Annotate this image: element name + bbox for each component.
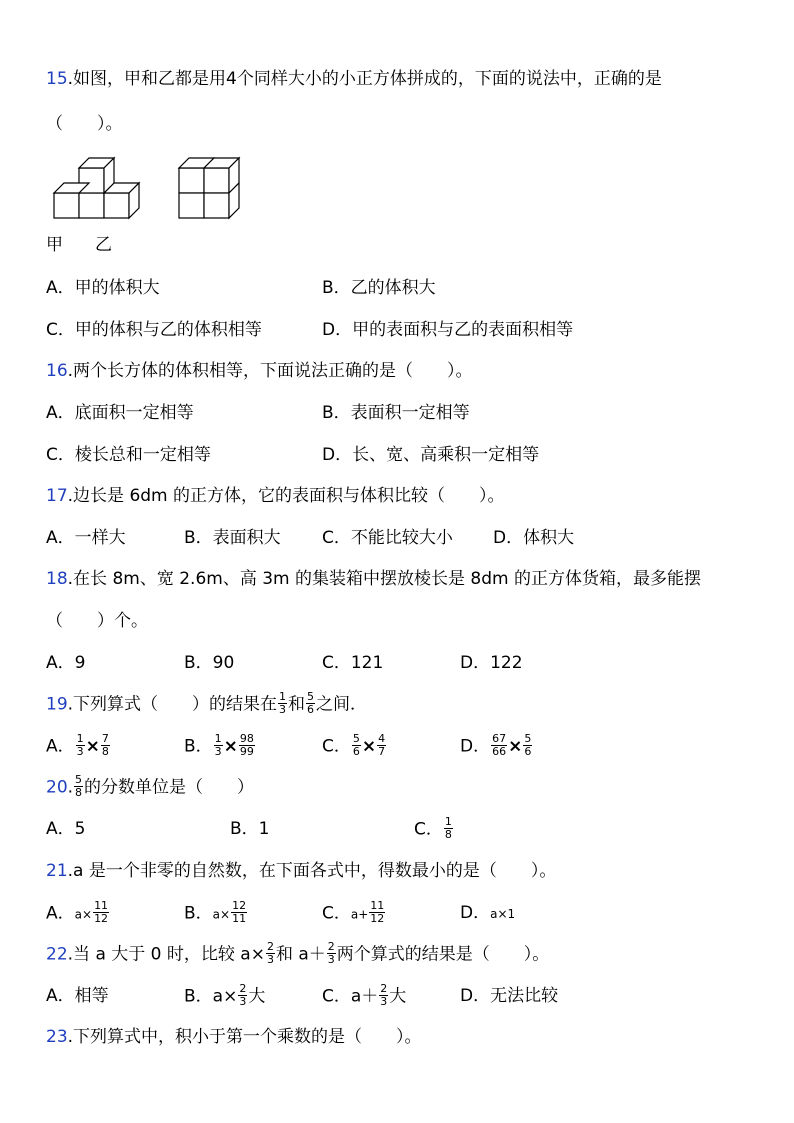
separator: . <box>67 777 74 798</box>
option-a[interactable]: A．底面积一定相等 <box>46 403 194 423</box>
option-a[interactable]: A．9 <box>46 653 86 673</box>
numerator: 2 <box>266 940 274 953</box>
numerator: 5 <box>75 773 83 786</box>
question-text: .下列算式中，积小于第一个乘数的是（ ）。 <box>67 1027 422 1047</box>
fraction <box>266 941 275 966</box>
numerator: 11 <box>370 899 385 912</box>
question-number: 22 <box>46 944 68 965</box>
option-b[interactable]: B．1 <box>230 819 270 839</box>
option-a[interactable]: A．一样大 <box>46 528 126 548</box>
question-number: 18 <box>46 569 68 589</box>
figure-label-jia: 甲 <box>46 235 63 255</box>
option-a[interactable] <box>46 901 110 927</box>
option-a[interactable] <box>46 734 111 759</box>
option-a[interactable]: A．甲的体积大 <box>46 278 160 298</box>
option-b[interactable]: B．表面积大 <box>184 528 281 548</box>
question-text-pre: .下列算式（ ）的结果在 <box>67 694 278 715</box>
question-19 <box>46 692 367 717</box>
fraction <box>101 733 110 758</box>
numerator: 1 <box>279 690 287 703</box>
question-number: 23 <box>46 1027 68 1047</box>
option-label: B． <box>184 903 213 924</box>
option-label: C．a＋ <box>322 986 379 1007</box>
fraction <box>327 941 336 966</box>
option-c[interactable] <box>322 734 387 759</box>
fraction <box>238 983 247 1008</box>
denominator: 12 <box>94 912 109 925</box>
question-text-pre: .当 a 大于 0 时，比较 a× <box>67 944 265 965</box>
question-16 <box>46 359 473 383</box>
times-sign: × <box>361 736 377 757</box>
denominator: 6 <box>352 745 360 758</box>
numerator: 5 <box>352 732 360 745</box>
option-d[interactable]: D．122 <box>460 653 523 673</box>
denominator: 11 <box>232 912 247 925</box>
fraction <box>491 733 507 758</box>
numerator: 2 <box>239 982 247 995</box>
option-label: B．a× <box>184 986 238 1007</box>
option-tail: 大 <box>389 986 407 1007</box>
fraction <box>76 733 85 758</box>
denominator: 8 <box>101 745 109 758</box>
fraction <box>379 983 388 1008</box>
fraction <box>352 733 361 758</box>
option-tail: 大 <box>248 986 266 1007</box>
denominator: 3 <box>266 953 274 966</box>
option-c[interactable] <box>322 901 386 927</box>
option-a[interactable]: A．5 <box>46 819 86 839</box>
times-sign: × <box>85 736 100 757</box>
fraction <box>278 691 287 716</box>
denominator: 12 <box>370 912 385 925</box>
question-21 <box>46 859 556 883</box>
numerator: 2 <box>380 982 388 995</box>
option-c[interactable] <box>322 984 406 1009</box>
denominator: 3 <box>279 703 287 716</box>
question-text-post: 之间． <box>316 694 368 715</box>
option-label: A． <box>46 903 75 924</box>
option-b[interactable] <box>184 901 248 927</box>
question-number: 21 <box>46 861 68 881</box>
question-number: 17 <box>46 486 68 506</box>
option-label: D． <box>460 736 491 757</box>
fraction <box>74 774 83 799</box>
numerator: 7 <box>101 732 109 745</box>
numerator: 98 <box>239 732 254 745</box>
denominator: 6 <box>307 703 315 716</box>
denominator: 3 <box>380 995 388 1008</box>
question-number: 15 <box>46 69 68 89</box>
fraction <box>214 733 223 758</box>
option-d[interactable]: D．甲的表面积与乙的表面积相等 <box>322 320 574 340</box>
option-c[interactable]: C．不能比较大小 <box>322 528 453 548</box>
question-text: .a 是一个非零的自然数，在下面各式中，得数最小的是（ ）。 <box>67 861 557 881</box>
numerator: 1 <box>76 732 84 745</box>
numerator: 2 <box>327 940 335 953</box>
option-label: C． <box>322 736 351 757</box>
question-15-blank: （ ）。 <box>46 114 123 134</box>
times-sign: × <box>223 736 238 757</box>
numerator: 11 <box>94 899 109 912</box>
numerator: 67 <box>492 732 507 745</box>
expression: a× <box>212 907 231 922</box>
denominator: 8 <box>444 828 452 841</box>
cube-figures <box>52 155 242 221</box>
figure-label-yi: 乙 <box>95 235 112 255</box>
fraction <box>306 691 315 716</box>
question-22 <box>46 942 549 967</box>
fraction <box>369 900 385 925</box>
denominator: 3 <box>327 953 335 966</box>
question-20 <box>46 775 254 800</box>
question-number: 20 <box>46 777 68 798</box>
numerator: 12 <box>232 899 247 912</box>
denominator: 3 <box>239 995 247 1008</box>
option-d[interactable]: D．无法比较 <box>460 986 559 1006</box>
option-label: D． <box>460 903 491 923</box>
option-d[interactable] <box>460 734 533 759</box>
question-text: 的分数单位是（ ） <box>84 777 255 798</box>
option-d[interactable] <box>460 901 515 926</box>
denominator: 99 <box>239 745 254 758</box>
option-b[interactable]: B．表面积一定相等 <box>322 403 470 423</box>
numerator: 5 <box>524 732 532 745</box>
question-18-blank: （ ）个。 <box>46 611 148 631</box>
question-number: 16 <box>46 361 68 381</box>
option-b[interactable] <box>184 984 265 1009</box>
question-18 <box>46 567 701 591</box>
denominator: 66 <box>492 745 507 758</box>
question-text: .如图，甲和乙都是用4个同样大小的小正方体拼成的，下面的说法中，正确的是 <box>67 69 662 89</box>
question-23 <box>46 1025 422 1049</box>
option-a[interactable]: A．相等 <box>46 986 109 1006</box>
option-d[interactable]: D．长、宽、高乘积一定相等 <box>322 445 540 465</box>
denominator: 6 <box>524 745 532 758</box>
fraction <box>377 733 386 758</box>
option-b[interactable] <box>184 734 256 759</box>
expression: a×1 <box>490 907 516 921</box>
option-c[interactable]: C．121 <box>322 653 384 673</box>
question-text-mid: 和 <box>288 694 306 715</box>
numerator: 1 <box>444 815 452 828</box>
numerator: 4 <box>378 732 386 745</box>
option-label: B． <box>184 736 213 757</box>
denominator: 7 <box>378 745 386 758</box>
expression: a× <box>74 907 93 922</box>
option-b[interactable]: B．乙的体积大 <box>322 278 436 298</box>
question-17 <box>46 484 505 508</box>
option-c[interactable]: C．甲的体积与乙的体积相等 <box>46 320 262 340</box>
option-c[interactable] <box>414 817 454 842</box>
option-label: C． <box>414 819 443 840</box>
figure-jia <box>54 158 139 218</box>
question-number: 19 <box>46 694 68 715</box>
times-sign: × <box>508 736 523 757</box>
fraction <box>239 733 255 758</box>
option-label: C． <box>322 903 351 924</box>
fraction <box>523 733 532 758</box>
numerator: 5 <box>307 690 315 703</box>
question-15 <box>46 67 662 91</box>
fraction <box>93 900 109 925</box>
figure-yi <box>179 158 239 218</box>
option-b[interactable]: B．90 <box>184 653 235 673</box>
option-d[interactable]: D．体积大 <box>493 528 575 548</box>
option-c[interactable]: C．棱长总和一定相等 <box>46 445 211 465</box>
expression: a+ <box>350 907 369 922</box>
denominator: 3 <box>76 745 84 758</box>
numerator: 1 <box>214 732 222 745</box>
question-text-post: 两个算式的结果是（ ）。 <box>336 944 550 965</box>
question-text-mid: 和 a＋ <box>275 944 326 965</box>
question-text: .在长 8m、宽 2.6m、高 3m 的集装箱中摆放棱长是 8dm 的正方体货箱，最多能摆 <box>67 569 701 589</box>
denominator: 8 <box>75 786 83 799</box>
fraction <box>231 900 247 925</box>
denominator: 3 <box>214 745 222 758</box>
question-text: .两个长方体的体积相等，下面说法正确的是（ ）。 <box>67 361 473 381</box>
question-text: .边长是 6dm 的正方体，它的表面积与体积比较（ ）。 <box>67 486 505 506</box>
fraction <box>444 816 453 841</box>
option-label: A． <box>46 736 75 757</box>
